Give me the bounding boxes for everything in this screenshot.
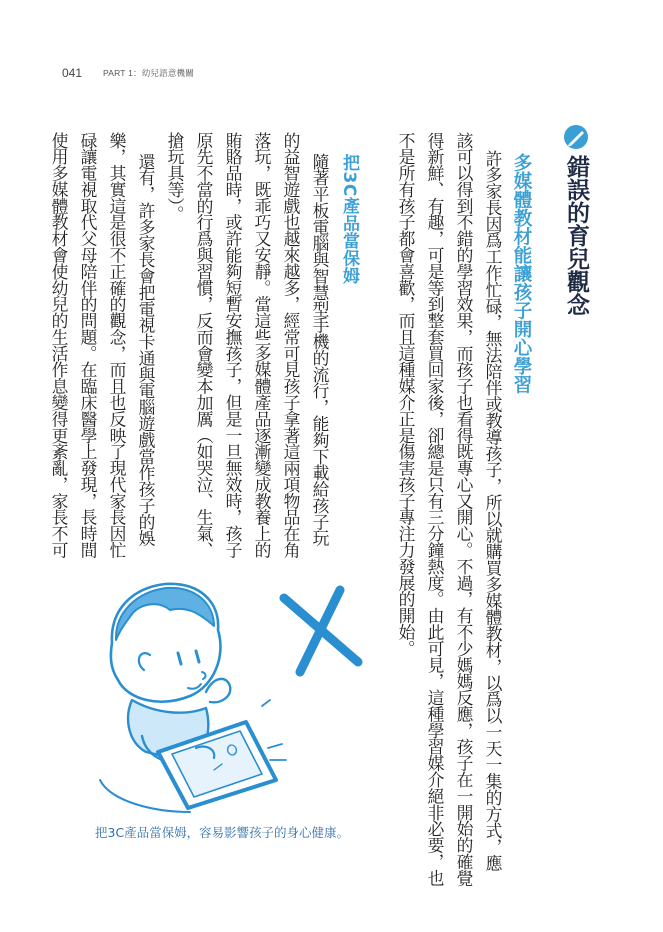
section-title: 錯誤的育兒觀念 xyxy=(563,155,589,316)
paragraph-2-line-5: 原先不當的行爲與習慣，反而會變本加厲（如哭泣、生氣、 xyxy=(194,132,214,559)
paragraph-1-line-1: 許多家長因爲工作忙碌，無法陪伴或教導孩子，所以就購買多媒體教材，以爲以一天一集的方式，應 xyxy=(483,150,503,872)
subtitle: 多媒體教材能讓孩子開心學習 xyxy=(511,153,532,394)
page-number: 041 xyxy=(62,66,83,80)
paragraph-3-line-4: 使用多媒體教材會使幼兒的生活作息變得更紊亂，家長不可 xyxy=(49,132,69,559)
paragraph-2-line-2: 的益智遊戲也越來越多，經常可見孩子拿著這兩項物品在角 xyxy=(281,132,301,559)
paragraph-2-line-4: 賄賂品時，或許能夠短暫安撫孩子，但是一旦無效時，孩子 xyxy=(223,132,243,559)
paragraph-3-line-1: 還有，許多家長會把電視卡通與電腦遊戲當作孩子的娛 xyxy=(136,153,156,547)
part-label: PART 1：幼兒語意機關 xyxy=(103,68,194,78)
illustration-caption: 把3C產品當保姆，容易影響孩子的身心健康。 xyxy=(95,825,350,840)
paragraph-1-line-4: 不是所有孩子都會喜歡，而且這種媒介正是傷害孩子專注力發展的開始。 xyxy=(396,132,416,657)
paragraph-1-line-2: 該可以得到不錯的學習效果，而孩子也看得既專心又開心。不過，有不少媽媽反應，孩子在一開始的確覺 xyxy=(454,132,474,886)
paragraph-2-line-6: 搶玩具等）。 xyxy=(165,132,185,222)
paragraph-3-line-3: 碌讓電視取代父母陪伴的問題。在臨床醫學上發現，長時間 xyxy=(78,132,98,559)
paragraph-1-line-3: 得新鮮、有趣，可是等到整套買回家後，卻總是只有三分鐘熱度。由此可見，這種學習媒介絕非必要，也 xyxy=(425,132,445,886)
paragraph-2-line-1: 隨著平板電腦與智慧型手機的流行，能夠下載給孩子玩 xyxy=(310,153,330,547)
subheading: 把3C產品當保姆 xyxy=(339,154,359,285)
paragraph-2-line-3: 落玩，既乖巧又安靜。當這些多媒體產品逐漸變成教養上的 xyxy=(252,132,272,559)
paragraph-3-line-2: 樂，其實這是很不正確的觀念，而且也反映了現代家長因忙 xyxy=(107,132,127,559)
